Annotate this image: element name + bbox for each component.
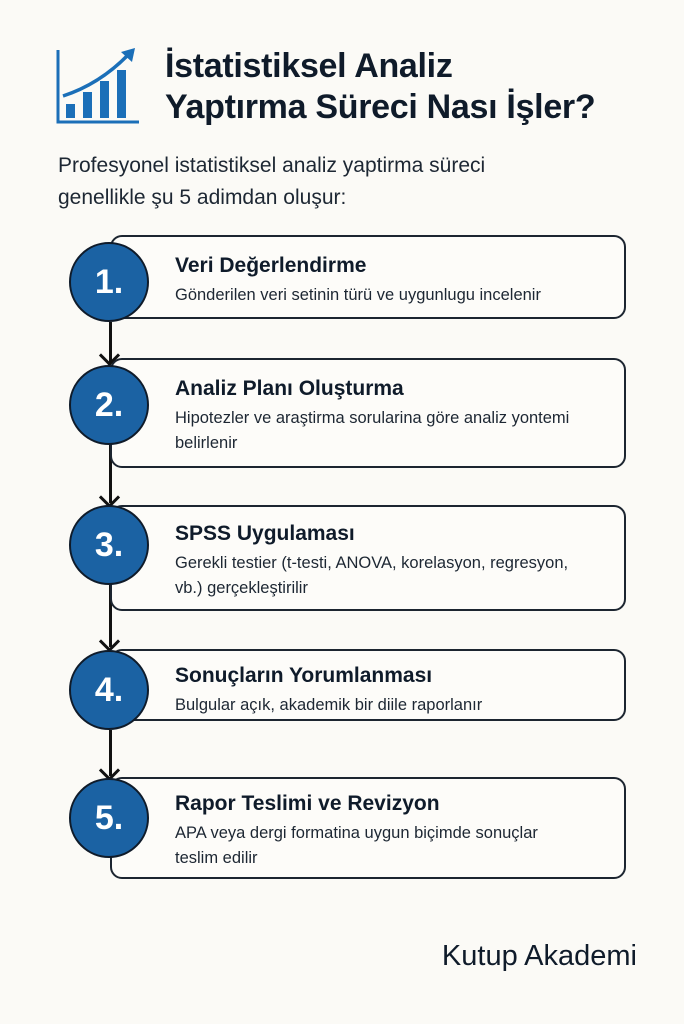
step-card: [110, 777, 626, 879]
intro-line-1: Profesyonel istatistiksel analiz yaptirma süreci: [58, 154, 486, 177]
step-card: [110, 505, 626, 611]
step-title: SPSS Uygulaması: [175, 522, 355, 545]
intro-text: [58, 150, 618, 214]
step-title: Rapor Teslimi ve Revizyon: [175, 792, 440, 815]
step-card: [110, 358, 626, 468]
step-title: Analiz Planı Oluşturma: [175, 377, 404, 400]
step-number-badge: 3.: [69, 505, 149, 585]
bar-chart-growth-icon: [55, 48, 139, 124]
step-title: Sonuçların Yorumlanması: [175, 664, 433, 687]
step-description: Gerekli testier (t-testi, ANOVA, korelasyon, regresyon, vb.) gerçekleştirilir: [175, 554, 569, 597]
step-number-badge: 2.: [69, 365, 149, 445]
page-title: [165, 46, 595, 128]
step-number-badge: 4.: [69, 650, 149, 730]
step-description: Gönderilen veri setinin türü ve uygunlugu incelenir: [175, 286, 541, 304]
step-card: [110, 649, 626, 721]
intro-line-2: genellikle şu 5 adimdan oluşur:: [58, 186, 347, 209]
step-number-badge: 5.: [69, 778, 149, 858]
brand-name: Kutup Akademi: [441, 940, 637, 972]
title-line-2: Yaptırma Süreci Nası İşler?: [165, 88, 596, 126]
step-description: APA veya dergi formatina uygun biçimde sonuçlar teslim edilir: [175, 824, 538, 867]
step-card: [110, 235, 626, 319]
step-description: Bulgular açık, akademik bir diile raporlanır: [175, 696, 483, 714]
step-number-badge: 1.: [69, 242, 149, 322]
title-line-1: İstatistiksel Analiz: [165, 47, 453, 85]
step-title: Veri Değerlendirme: [175, 254, 367, 277]
step-description: Hipotezler ve araştirma sorularina göre analiz yontemi belirlenir: [175, 409, 570, 452]
